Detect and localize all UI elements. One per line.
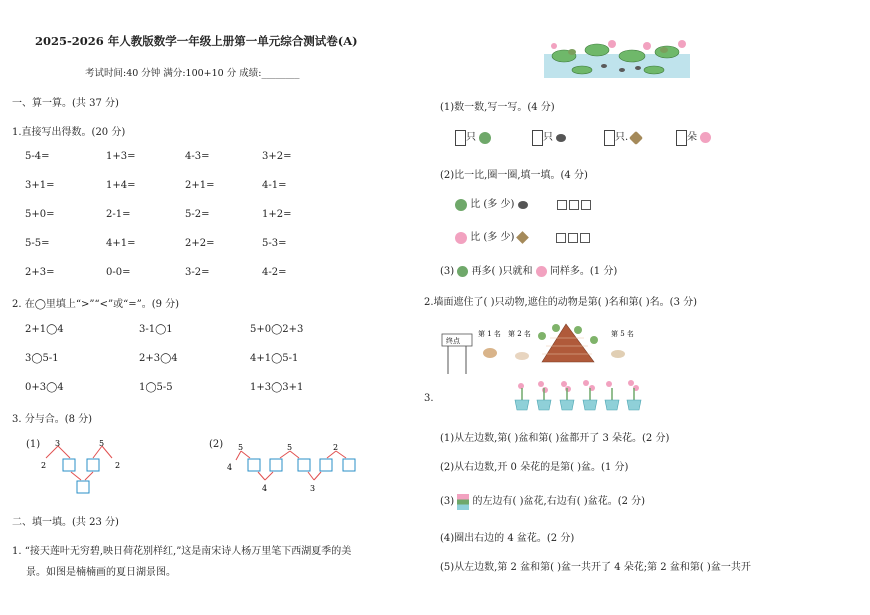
deer-icon bbox=[483, 348, 497, 358]
section-1-heading: 一、算一算。(共 37 分) bbox=[12, 98, 119, 109]
frog-icon bbox=[455, 199, 467, 211]
answer-box[interactable] bbox=[320, 459, 332, 471]
compare-item: 3◯5-1 bbox=[25, 353, 59, 364]
count-row bbox=[532, 128, 566, 146]
unit-label: 只 bbox=[466, 132, 476, 143]
section-2-heading: 二、填一填。(共 23 分) bbox=[12, 517, 119, 528]
rabbit-icon bbox=[515, 352, 529, 360]
answer-box[interactable] bbox=[87, 459, 99, 471]
calc-item: 4-2= bbox=[262, 267, 287, 278]
tree-number: 2 bbox=[333, 443, 339, 452]
calc-item: 4-3= bbox=[185, 151, 210, 162]
brick-wall bbox=[542, 324, 594, 362]
number-tree-1 bbox=[35, 436, 135, 498]
calc-item: 2+1= bbox=[185, 180, 215, 191]
question-2-2: 2.墙面遮住了( )只动物,遮住的动物是第( )名和第( )名。(3 分) bbox=[424, 297, 698, 308]
dragonfly-icon bbox=[629, 130, 643, 144]
count-row bbox=[604, 128, 641, 146]
flower-pots bbox=[512, 378, 647, 412]
calc-item: 1+3= bbox=[106, 151, 136, 162]
answer-box[interactable] bbox=[248, 459, 260, 471]
calc-item: 2-1= bbox=[106, 209, 131, 220]
calc-item: 2+2= bbox=[185, 238, 215, 249]
compare-item: 5+0◯2+3 bbox=[250, 324, 304, 335]
q3-part-3 bbox=[440, 492, 645, 510]
part-1-heading: (1)数一数,写一写。(4 分) bbox=[440, 102, 555, 113]
compare-text: 比 (多 少) bbox=[470, 199, 515, 210]
lotus-icon bbox=[536, 266, 547, 277]
compare-item: 2+1◯4 bbox=[25, 324, 64, 335]
tadpole-icon bbox=[556, 134, 566, 142]
calc-item: 1+2= bbox=[262, 209, 292, 220]
q3-part-4: (4)圈出右边的 4 盆花。(2 分) bbox=[440, 533, 575, 544]
answer-square[interactable] bbox=[581, 200, 591, 210]
race-picture bbox=[438, 318, 638, 376]
count-box[interactable] bbox=[604, 130, 615, 146]
tree-number: 2 bbox=[115, 461, 121, 470]
squirrel-icon bbox=[611, 350, 625, 358]
answer-box[interactable] bbox=[298, 459, 310, 471]
calc-item: 5-2= bbox=[185, 209, 210, 220]
part-3-label: (3) bbox=[440, 266, 455, 277]
question-2-1-line2: 景。如图是楠楠画的夏日湖景图。 bbox=[26, 567, 176, 578]
count-box[interactable] bbox=[676, 130, 687, 146]
q3-part-2: (2)从右边数,开 0 朵花的是第( )盆。(1 分) bbox=[440, 462, 629, 473]
tree-2-label: (2) bbox=[209, 439, 224, 450]
calc-item: 4+1= bbox=[106, 238, 136, 249]
question-1-1: 1.直接写出得数。(20 分) bbox=[12, 127, 126, 138]
finish-sign: 终点 bbox=[446, 337, 460, 345]
answer-box[interactable] bbox=[343, 459, 355, 471]
unit-label: 只 bbox=[543, 132, 553, 143]
compare-item: 1+3◯3+1 bbox=[250, 382, 304, 393]
question-2-1-line1: 1. “接天莲叶无穷碧,映日荷花别样红,”这是南宋诗人杨万里笔下西湖夏季的美 bbox=[12, 546, 352, 557]
frog-icon bbox=[457, 266, 468, 277]
question-1-2: 2. 在◯里填上“>”“<”或“=”。(9 分) bbox=[12, 299, 180, 310]
count-row bbox=[455, 128, 491, 146]
tree-number: 4 bbox=[227, 463, 233, 472]
compare-item: 3-1◯1 bbox=[139, 324, 173, 335]
answer-box[interactable] bbox=[270, 459, 282, 471]
exam-info: 考试时间:40 分钟 满分:100+10 分 成绩:________ bbox=[85, 68, 300, 79]
calc-item: 5-5= bbox=[25, 238, 50, 249]
question-1-3: 3. 分与合。(8 分) bbox=[12, 414, 93, 425]
calc-item: 0-0= bbox=[106, 267, 131, 278]
part-3-text: 再多( )只就和 bbox=[471, 266, 533, 277]
calc-item: 3+2= bbox=[262, 151, 292, 162]
tree-number: 3 bbox=[55, 439, 61, 448]
compare-item: 4+1◯5-1 bbox=[250, 353, 299, 364]
count-box[interactable] bbox=[455, 130, 466, 146]
tree-number: 5 bbox=[287, 443, 293, 452]
calc-item: 1+4= bbox=[106, 180, 136, 191]
tree-number: 3 bbox=[310, 484, 316, 493]
part-3-line bbox=[440, 262, 617, 277]
calc-item: 3-2= bbox=[185, 267, 210, 278]
answer-square[interactable] bbox=[557, 200, 567, 210]
compare-item: 0+3◯4 bbox=[25, 382, 64, 393]
calc-item: 2+3= bbox=[25, 267, 55, 278]
compare-item: 1◯5-5 bbox=[139, 382, 173, 393]
calc-item: 5+0= bbox=[25, 209, 55, 220]
calc-item: 3+1= bbox=[25, 180, 55, 191]
tree-number: 5 bbox=[238, 443, 244, 452]
part-3-text-end: 同样多。(1 分) bbox=[549, 266, 618, 277]
tadpole-icon bbox=[518, 201, 528, 209]
frog-icon bbox=[479, 132, 491, 144]
answer-square[interactable] bbox=[568, 233, 578, 243]
q3-part-3-label: (3) bbox=[440, 496, 455, 507]
compare-line-1 bbox=[455, 195, 591, 211]
compare-line-2 bbox=[455, 228, 590, 244]
tree-number: 5 bbox=[99, 439, 105, 448]
answer-square[interactable] bbox=[556, 233, 566, 243]
calc-item: 4-1= bbox=[262, 180, 287, 191]
answer-box[interactable] bbox=[63, 459, 75, 471]
count-row bbox=[676, 128, 711, 146]
count-box[interactable] bbox=[532, 130, 543, 146]
q3-part-1: (1)从左边数,第( )盆和第( )盆都开了 3 朵花。(2 分) bbox=[440, 433, 670, 444]
q3-part-5: (5)从左边数,第 2 盆和第( )盆一共开了 4 朵花;第 2 盆和第( )盆一共开 bbox=[440, 562, 751, 573]
question-2-3: 3. bbox=[424, 393, 434, 404]
calc-item: 5-3= bbox=[262, 238, 287, 249]
rank-label: 第 5 名 bbox=[611, 330, 634, 338]
answer-square[interactable] bbox=[580, 233, 590, 243]
compare-item: 2+3◯4 bbox=[139, 353, 178, 364]
calc-item: 5-4= bbox=[25, 151, 50, 162]
tree-number: 2 bbox=[41, 461, 47, 470]
unit-label: 只. bbox=[615, 132, 629, 143]
unit-label: 朵 bbox=[687, 132, 697, 143]
q3-part-3-text: 的左边有( )盆花,右边有( )盆花。(2 分) bbox=[472, 496, 646, 507]
answer-box[interactable] bbox=[77, 481, 89, 493]
lotus-icon bbox=[455, 232, 467, 244]
rank-label: 第 1 名 bbox=[478, 330, 501, 338]
answer-square[interactable] bbox=[569, 200, 579, 210]
tree-1-label: (1) bbox=[26, 439, 41, 450]
dragonfly-icon bbox=[516, 231, 529, 244]
lake-picture bbox=[542, 36, 692, 80]
number-tree-2 bbox=[224, 436, 364, 498]
flower-pot-icon bbox=[457, 494, 469, 510]
part-2-heading: (2)比一比,圈一圈,填一填。(4 分) bbox=[440, 170, 588, 181]
compare-text: 比 (多 少) bbox=[470, 232, 515, 243]
lotus-icon bbox=[700, 132, 711, 143]
rank-label: 第 2 名 bbox=[508, 330, 531, 338]
tree-number: 4 bbox=[262, 484, 268, 493]
page-title: 2025-2026 年人教版数学一年级上册第一单元综合测试卷(A) bbox=[35, 34, 358, 48]
